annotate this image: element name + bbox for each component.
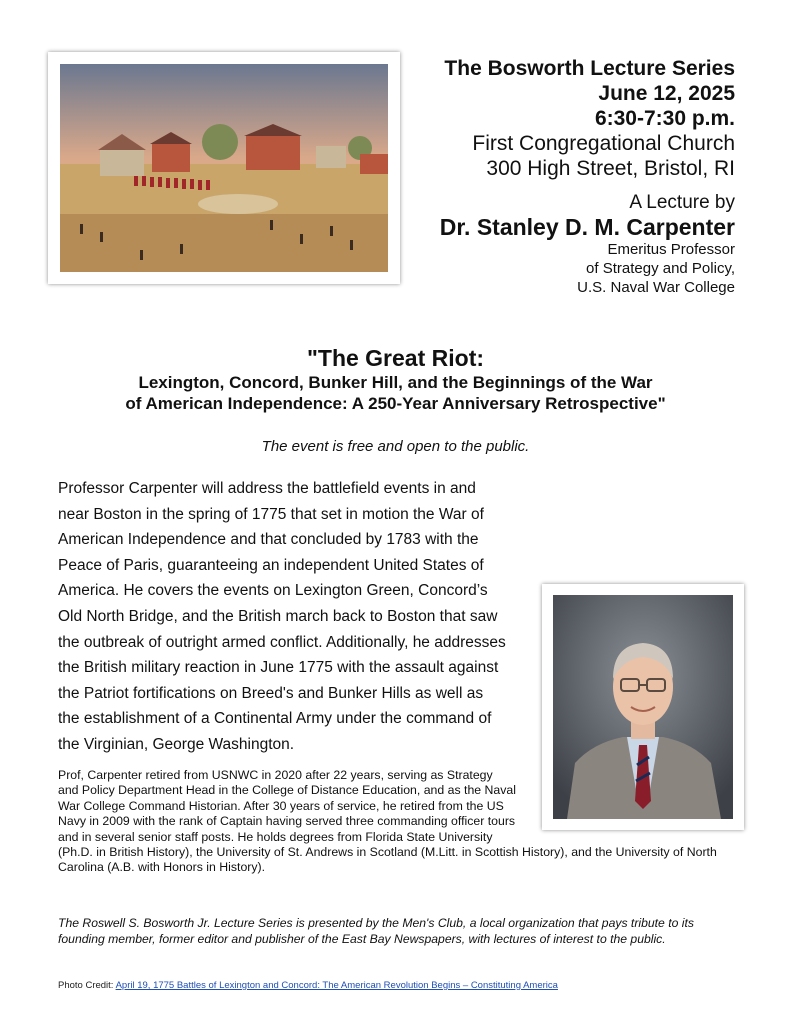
title-sub-2: of American Independence: A 250-Year Anniversary Retrospective" bbox=[125, 394, 666, 413]
title-sub-1: Lexington, Concord, Bunker Hill, and the Beginnings of the War bbox=[138, 373, 653, 392]
speaker-bio bbox=[58, 768, 738, 876]
photo-credit-link[interactable]: April 19, 1775 Battles of Lexington and Concord: The American Revolution Begins – Constituting America bbox=[115, 980, 558, 991]
lecture-by: A Lecture by bbox=[629, 192, 735, 213]
speaker-name: Dr. Stanley D. M. Carpenter bbox=[439, 214, 735, 240]
photo-credit-label: Photo Credit: bbox=[58, 980, 114, 991]
event-header bbox=[375, 56, 735, 297]
photo-credit bbox=[58, 980, 558, 991]
lecture-title bbox=[0, 344, 791, 414]
free-event-note: The event is free and open to the public. bbox=[261, 438, 530, 455]
venue-name: First Congregational Church bbox=[472, 132, 735, 155]
bio-text: Prof, Carpenter retired from USNWC in 2020 after 22 years, serving as Strategy and Policy Department Head in the College of Distance Education, and as the Naval War College Command Historian. After 30 years of service, he retired from the US Navy in 2009 with the rank of Captain having served three commanding officer tours and in several senior staff posts. He holds degrees from Florida State University (Ph.D. in British History), the University of St. Andrews in Scotland (M.Litt. in Scottish History), and the University of North Carolina (A.B. with Honors in History). bbox=[58, 768, 717, 875]
portrait-spacer-bio bbox=[524, 768, 738, 838]
affiliation-line-1: Emeritus Professor bbox=[607, 241, 735, 258]
series-name: The Bosworth Lecture Series bbox=[444, 57, 735, 80]
affiliation-line-3: U.S. Naval War College bbox=[577, 279, 735, 296]
description-text: Professor Carpenter will address the battlefield events in and near Boston in the spring of 1775 that set in motion the War of American Independence and that concluded by 1783 with the Peace of Paris, guaranteeing an independent United States of America. He covers the events on Lexington Green, Concord’s Old North Bridge, and the British march back to Boston that saw the outbreak of outright armed conflict. Additionally, he addresses the British military reaction in June 1775 with the assault against the Patriot fortifications on Breed's and Bunker Hills as well as the establishment of a Continental Army under the command of the Virginian, George Washington. bbox=[58, 480, 506, 753]
lexington-battle-illustration bbox=[60, 64, 388, 272]
battle-painting bbox=[48, 52, 400, 284]
title-main: "The Great Riot: bbox=[306, 345, 485, 371]
event-date: June 12, 2025 bbox=[598, 82, 735, 105]
series-note: The Roswell S. Bosworth Jr. Lecture Series is presented by the Men's Club, a local organization that pays tribute to its founding member, former editor and publisher of the East Bay Newspapers, with lectures of interest to the public. bbox=[58, 916, 694, 946]
event-time: 6:30-7:30 p.m. bbox=[594, 107, 735, 130]
affiliation-line-2: of Strategy and Policy, bbox=[586, 260, 735, 277]
venue-address: 300 High Street, Bristol, RI bbox=[486, 157, 735, 180]
